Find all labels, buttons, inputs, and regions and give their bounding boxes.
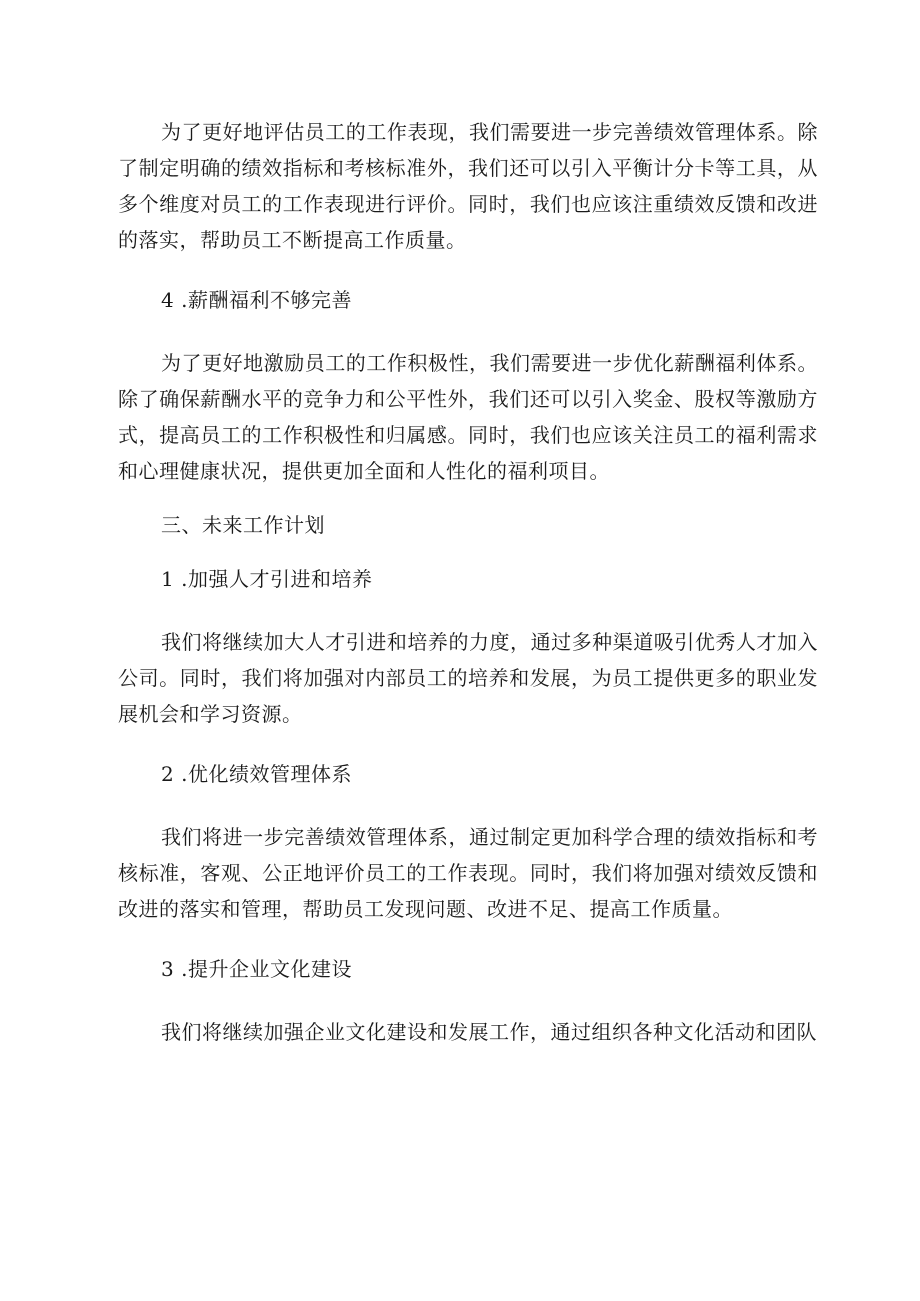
heading-future-work-plan: 三、未来工作计划 bbox=[161, 513, 325, 537]
paragraph-performance-evaluation: 为了更好地评估员工的工作表现，我们需要进一步完善绩效管理体系。除了制定明确的绩效指标和考核标准外，我们还可以引入平衡计分卡等工具，从多个维度对员工的工作表现进行评价。同时，我们也应该注重绩效反馈和改进的落实，帮助员工不断提高工作质量。 bbox=[118, 120, 818, 252]
heading-compensation-benefits: 4 .薪酬福利不够完善 bbox=[161, 288, 352, 312]
paragraph-corporate-culture: 我们将继续加强企业文化建设和发展工作，通过组织各种文化活动和团队 bbox=[161, 1020, 817, 1044]
paragraph-compensation-benefits: 为了更好地激励员工的工作积极性，我们需要进一步优化薪酬福利体系。除了确保薪酬水平的竞争力和公平性外，我们还可以引入奖金、股权等激励方式，提高员工的工作积极性和归属感。同时，我们也应该关注员工的福利需求和心理健康状况，提供更加全面和人性化的福利项目。 bbox=[118, 351, 818, 483]
paragraph-talent-recruitment: 我们将继续加大人才引进和培养的力度，通过多种渠道吸引优秀人才加入公司。同时，我们将加强对内部员工的培养和发展，为员工提供更多的职业发展机会和学习资源。 bbox=[118, 630, 818, 726]
paragraph-performance-system: 我们将进一步完善绩效管理体系，通过制定更加科学合理的绩效指标和考核标准，客观、公正地评价员工的工作表现。同时，我们将加强对绩效反馈和改进的落实和管理，帮助员工发现问题、改进不足、提高工作质量。 bbox=[118, 825, 818, 921]
document-body bbox=[118, 114, 818, 1050]
heading-corporate-culture: 3 .提升企业文化建设 bbox=[161, 957, 352, 981]
heading-talent-recruitment: 1 .加强人才引进和培养 bbox=[161, 567, 373, 591]
heading-performance-system: 2 .优化绩效管理体系 bbox=[161, 762, 352, 786]
